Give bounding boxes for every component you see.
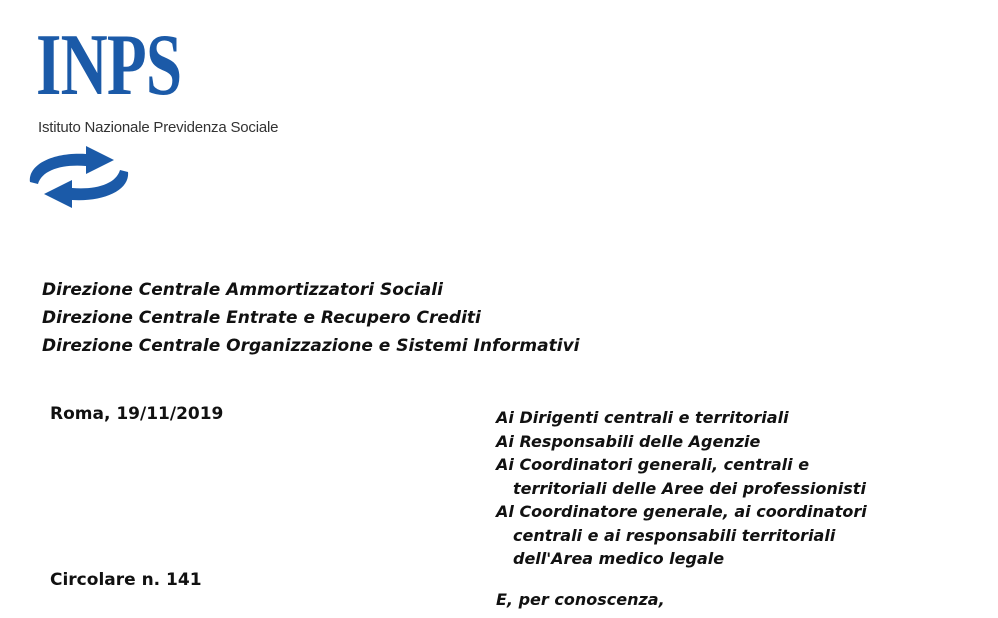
directorate-item: Direzione Centrale Organizzazione e Sistemi Informativi	[42, 336, 580, 356]
circular-number: Circolare n. 141	[50, 570, 202, 590]
directorate-item: Direzione Centrale Entrate e Recupero Crediti	[42, 308, 481, 328]
recipient-line: Ai Coordinatori generali, centrali e	[496, 455, 810, 474]
directorate-item: Direzione Centrale Ammortizzatori Sociali	[42, 280, 443, 300]
recipient-line: centrali e ai responsabili territoriali	[513, 525, 836, 545]
recipient-line: Ai Dirigenti centrali e territoriali	[496, 408, 789, 427]
date-line: Roma, 19/11/2019	[50, 404, 224, 424]
circular-arrows-icon	[24, 144, 134, 210]
recipient-item	[496, 453, 991, 500]
inps-logo-text: INPS	[36, 17, 182, 114]
recipient-line: Al Coordinatore generale, ai coordinatori	[496, 502, 867, 521]
knowledge-line: E, per conoscenza,	[496, 590, 665, 609]
recipient-line: Ai Responsabili delle Agenzie	[496, 431, 761, 451]
directorates-list	[42, 276, 579, 360]
recipient-item	[496, 500, 991, 571]
recipient-item	[496, 406, 991, 430]
institute-name: Istituto Nazionale Previdenza Sociale	[38, 119, 279, 136]
recipients-list	[496, 406, 991, 571]
recipient-item	[496, 430, 991, 454]
recipient-line: territoriali delle Aree dei professionisti	[513, 478, 866, 498]
recipient-line: dell'Area medico legale	[513, 549, 725, 568]
